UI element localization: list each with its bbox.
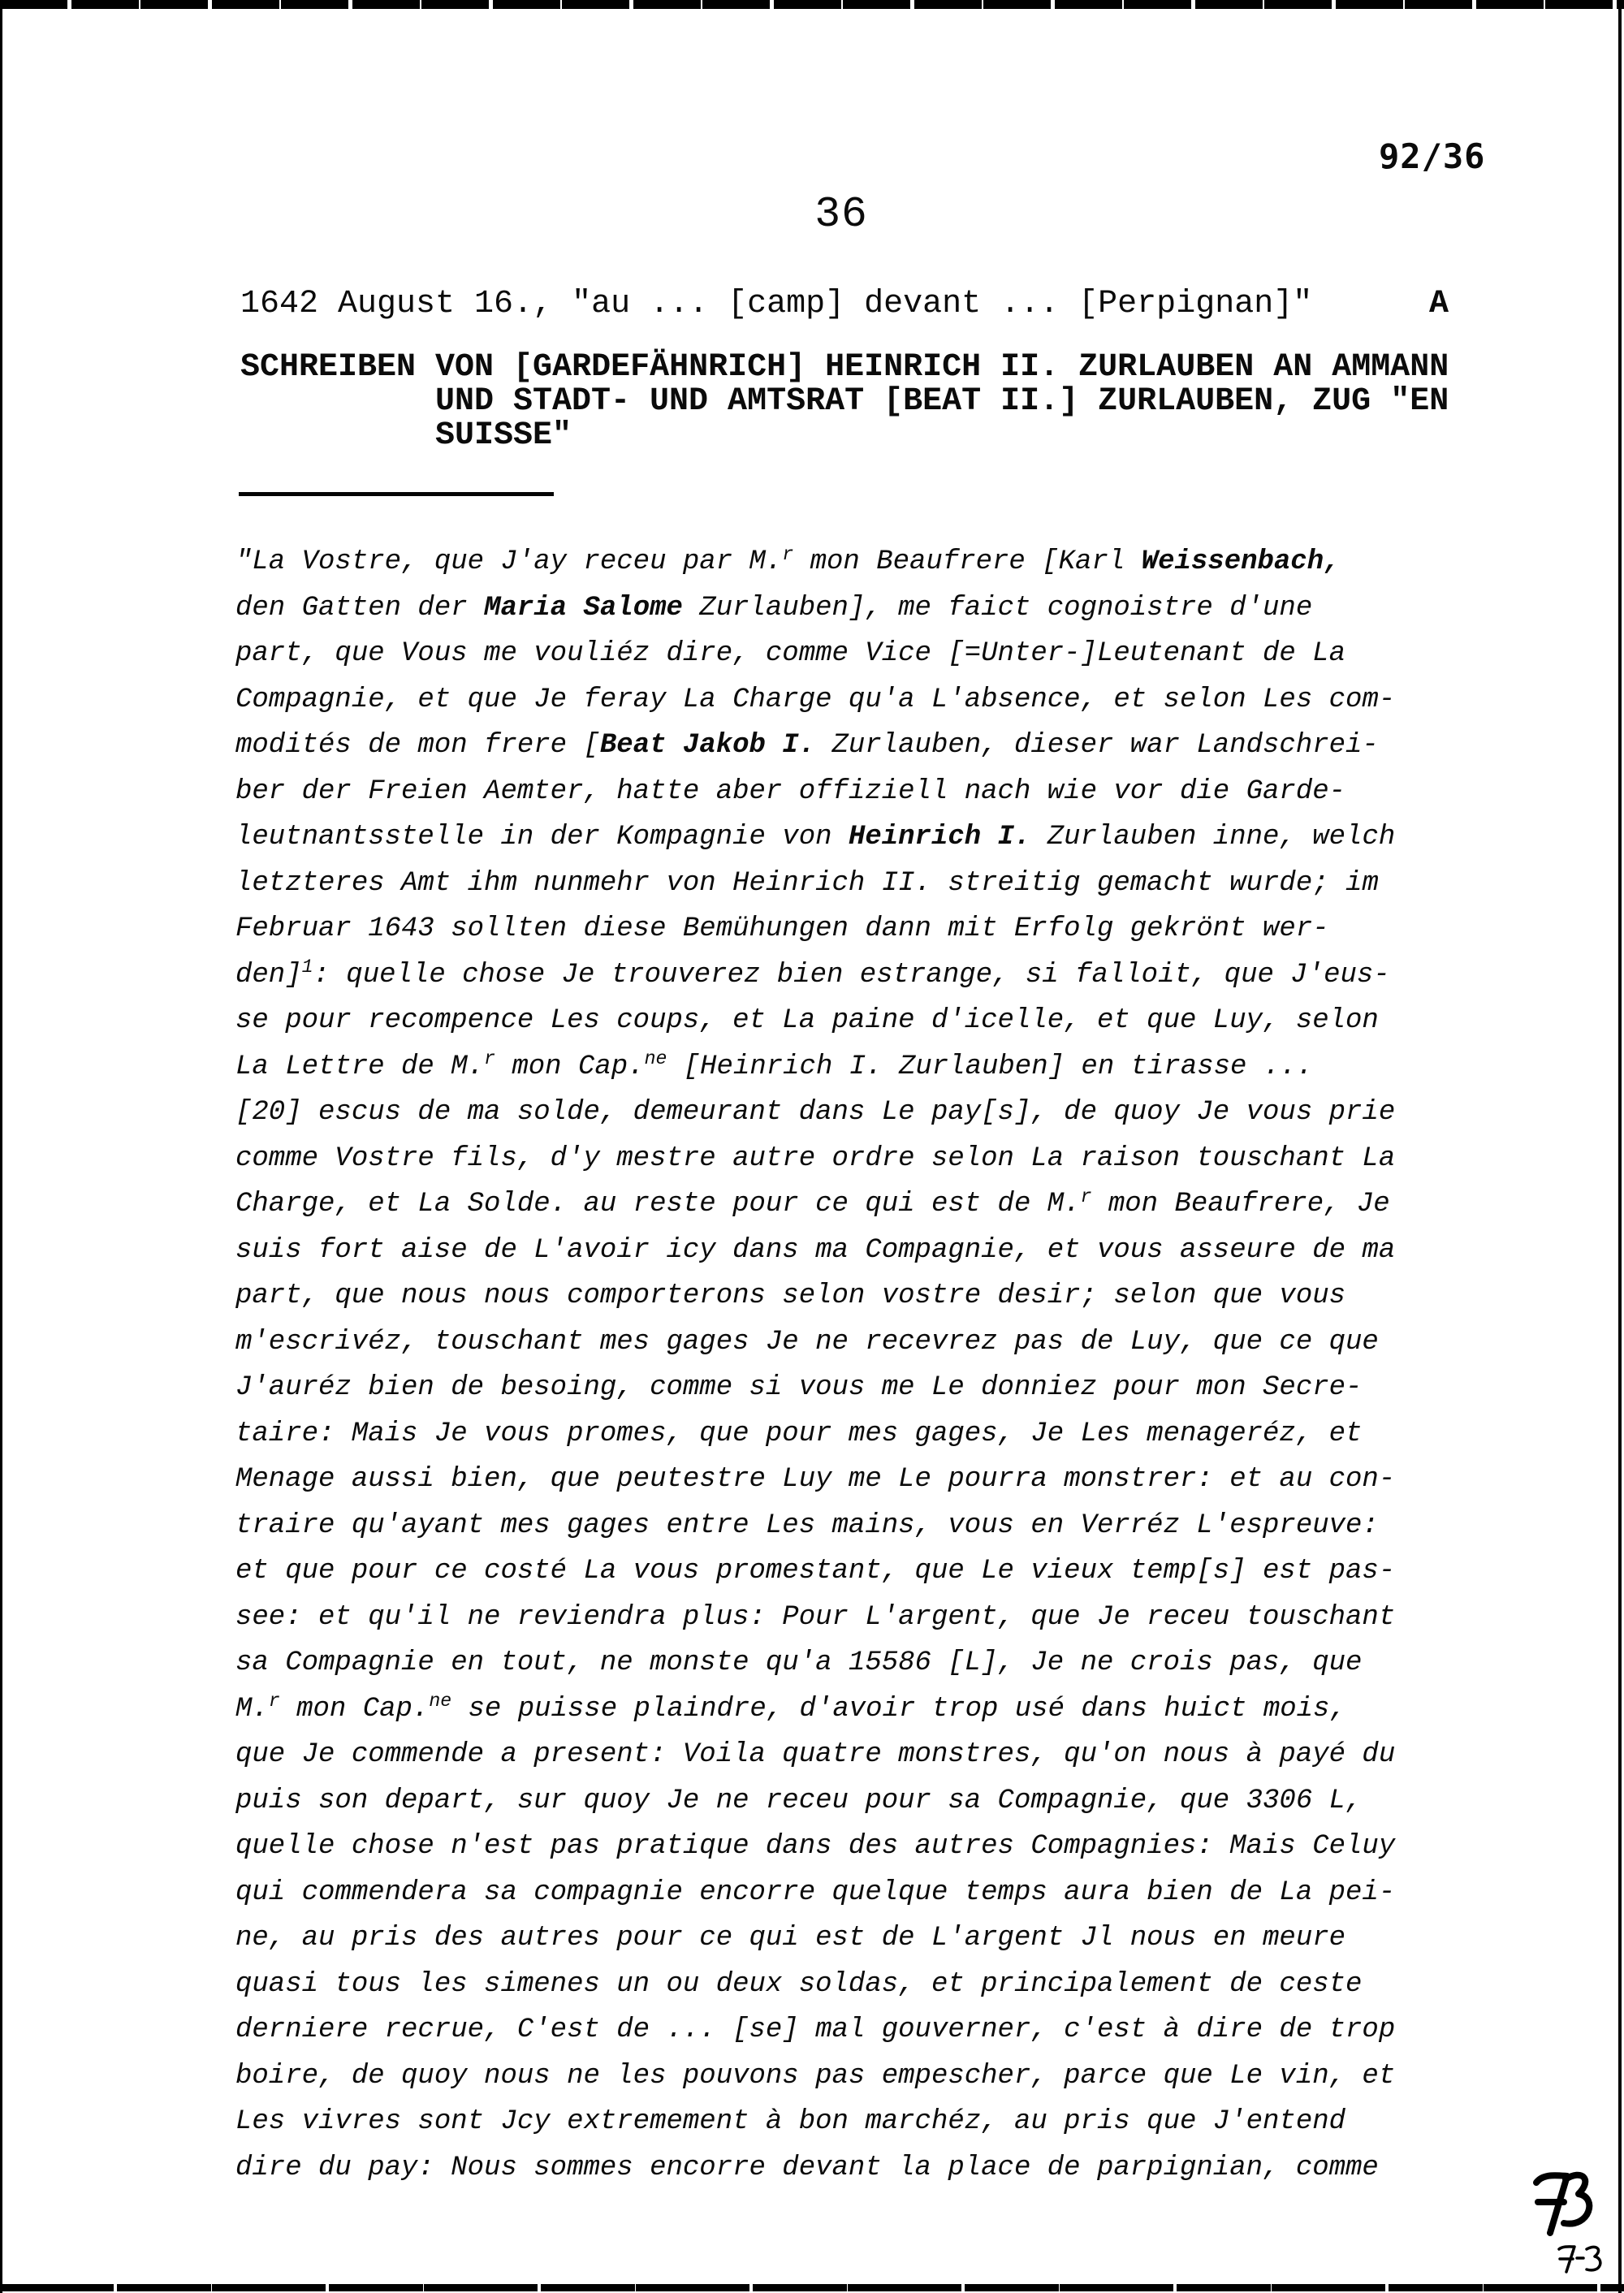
body-line: quelle chose n'est pas pratique dans des autres Compagnies: Mais Celuy <box>235 1831 1396 1862</box>
scan-border-left <box>0 0 2 2293</box>
body-line: suis fort aise de L'avoir icy dans ma Compagnie, et vous asseure de ma <box>235 1234 1396 1266</box>
body-line: J'auréz bien de besoing, comme si vous me Le donniez pour mon Secre- <box>235 1372 1363 1403</box>
body-line: dire du pay: Nous sommes encorre devant la place de parpignian, comme <box>235 2152 1379 2183</box>
body-line: [20] escus de ma solde, demeurant dans Le pay[s], de quoy Je vous prie <box>235 1097 1396 1128</box>
separator-rule <box>239 492 554 496</box>
document-letter-a: A <box>1429 286 1449 322</box>
body-line: puis son depart, sur quoy Je ne receu pour sa Compagnie, que 3306 L, <box>235 1785 1363 1816</box>
handwritten-mark-large <box>1530 2166 1605 2244</box>
body-line: qui commendera sa compagnie encorre quelque temps aura bien de La pei- <box>235 1876 1396 1908</box>
body-line: see: et qu'il ne reviendra plus: Pour L'argent, que Je receu touschant <box>235 1601 1396 1633</box>
body-line: La Lettre de M.$^r$ mon Cap.$^{ne}$ [Heinrich I. Zurlauben] en tirasse ... <box>235 1048 1314 1082</box>
body-line: quasi tous les simenes un ou deux soldas, et principalement de ceste <box>235 1968 1363 2000</box>
body-line: Februar 1643 sollten diese Bemühungen dann mit Erfolg gekrönt wer- <box>235 913 1329 944</box>
title-line: SUISSE" <box>435 417 572 454</box>
body-line: "La Vostre, que J'ay receu par M.$^r$ mon Beaufrere [Karl Weissenbach, <box>235 543 1341 577</box>
body-line: Compagnie, et que Je feray La Charge qu'a L'absence, et selon Les com- <box>235 684 1396 715</box>
body-line: part, que nous nous comporterons selon vostre desir; selon que vous <box>235 1280 1346 1311</box>
body-line: M.$^r$ mon Cap.$^{ne}$ se puisse plaindre, d'avoir trop usé dans huict mois, <box>235 1691 1346 1725</box>
scan-border-top <box>0 0 1624 9</box>
scan-border-right <box>1618 0 1622 2293</box>
body-line: leutnantsstelle in der Kompagnie von Heinrich I. Zurlauben inne, welch <box>235 822 1396 853</box>
body-line: modités de mon frere [Beat Jakob I. Zurlauben, dieser war Landschrei- <box>235 730 1379 761</box>
handwritten-mark-small <box>1556 2241 1608 2278</box>
title-line: SCHREIBEN VON [GARDEFÄHNRICH] HEINRICH II. ZURLAUBEN AN AMMANN <box>240 349 1449 386</box>
body-line: Menage aussi bien, que peutestre Luy me Le pourra monstrer: et au con- <box>235 1464 1396 1495</box>
title-line: UND STADT- UND AMTSRAT [BEAT II.] ZURLAUBEN, ZUG "EN <box>435 383 1449 420</box>
body-line: Les vivres sont Jcy extremement à bon marchéz, au pris que J'entend <box>235 2106 1346 2137</box>
body-line: part, que Vous me vouliéz dire, comme Vice [=Unter-]Leutenant de La <box>235 638 1346 669</box>
body-line: taire: Mais Je vous promes, que pour mes gages, Je Les menageréz, et <box>235 1418 1363 1449</box>
body-line: Charge, et La Solde. au reste pour ce qui est de M.$^r$ mon Beaufrere, Je <box>235 1185 1390 1220</box>
body-text <box>235 539 1453 2191</box>
body-line: et que pour ce costé La vous promestant, que Le vieux temp[s] est pas- <box>235 1556 1396 1587</box>
body-line: sa Compagnie en tout, ne monste qu'a 15586 [L], Je ne crois pas, que <box>235 1647 1363 1678</box>
body-line: traire qu'ayant mes gages entre Les mains, vous en Verréz L'espreuve: <box>235 1509 1379 1541</box>
body-line: boire, de quoy nous ne les pouvons pas empescher, parce que Le vin, et <box>235 2060 1396 2092</box>
date-line: 1642 August 16., "au ... [camp] devant ... [Perpignan]" <box>240 286 1313 322</box>
archive-reference: 92/36 <box>1379 136 1486 176</box>
page-number: 36 <box>814 190 868 239</box>
body-line: ber der Freien Aemter, hatte aber offiziell nach wie vor die Garde- <box>235 775 1346 807</box>
body-line: den]$^1$: quelle chose Je trouverez bien estrange, si falloit, que J'eus- <box>235 956 1390 991</box>
body-line: m'escrivéz, touschant mes gages Je ne recevrez pas de Luy, que ce que <box>235 1326 1379 1358</box>
body-line: letzteres Amt ihm nunmehr von Heinrich II. streitig gemacht wurde; im <box>235 867 1379 899</box>
body-line: comme Vostre fils, d'y mestre autre ordre selon La raison touschant La <box>235 1142 1396 1174</box>
body-line: que Je commende a present: Voila quatre monstres, qu'on nous à payé du <box>235 1739 1396 1770</box>
body-line: ne, au pris des autres pour ce qui est de L'argent Jl nous en meure <box>235 1923 1346 1954</box>
scan-border-bottom <box>0 2284 1624 2291</box>
body-line: se pour recompence Les coups, et La paine d'icelle, et que Luy, selon <box>235 1005 1379 1036</box>
body-line: derniere recrue, C'est de ... [se] mal gouverner, c'est à dire de trop <box>235 2014 1396 2045</box>
body-line: den Gatten der Maria Salome Zurlauben], me faict cognoistre d'une <box>235 592 1313 624</box>
document-title <box>240 351 1449 453</box>
